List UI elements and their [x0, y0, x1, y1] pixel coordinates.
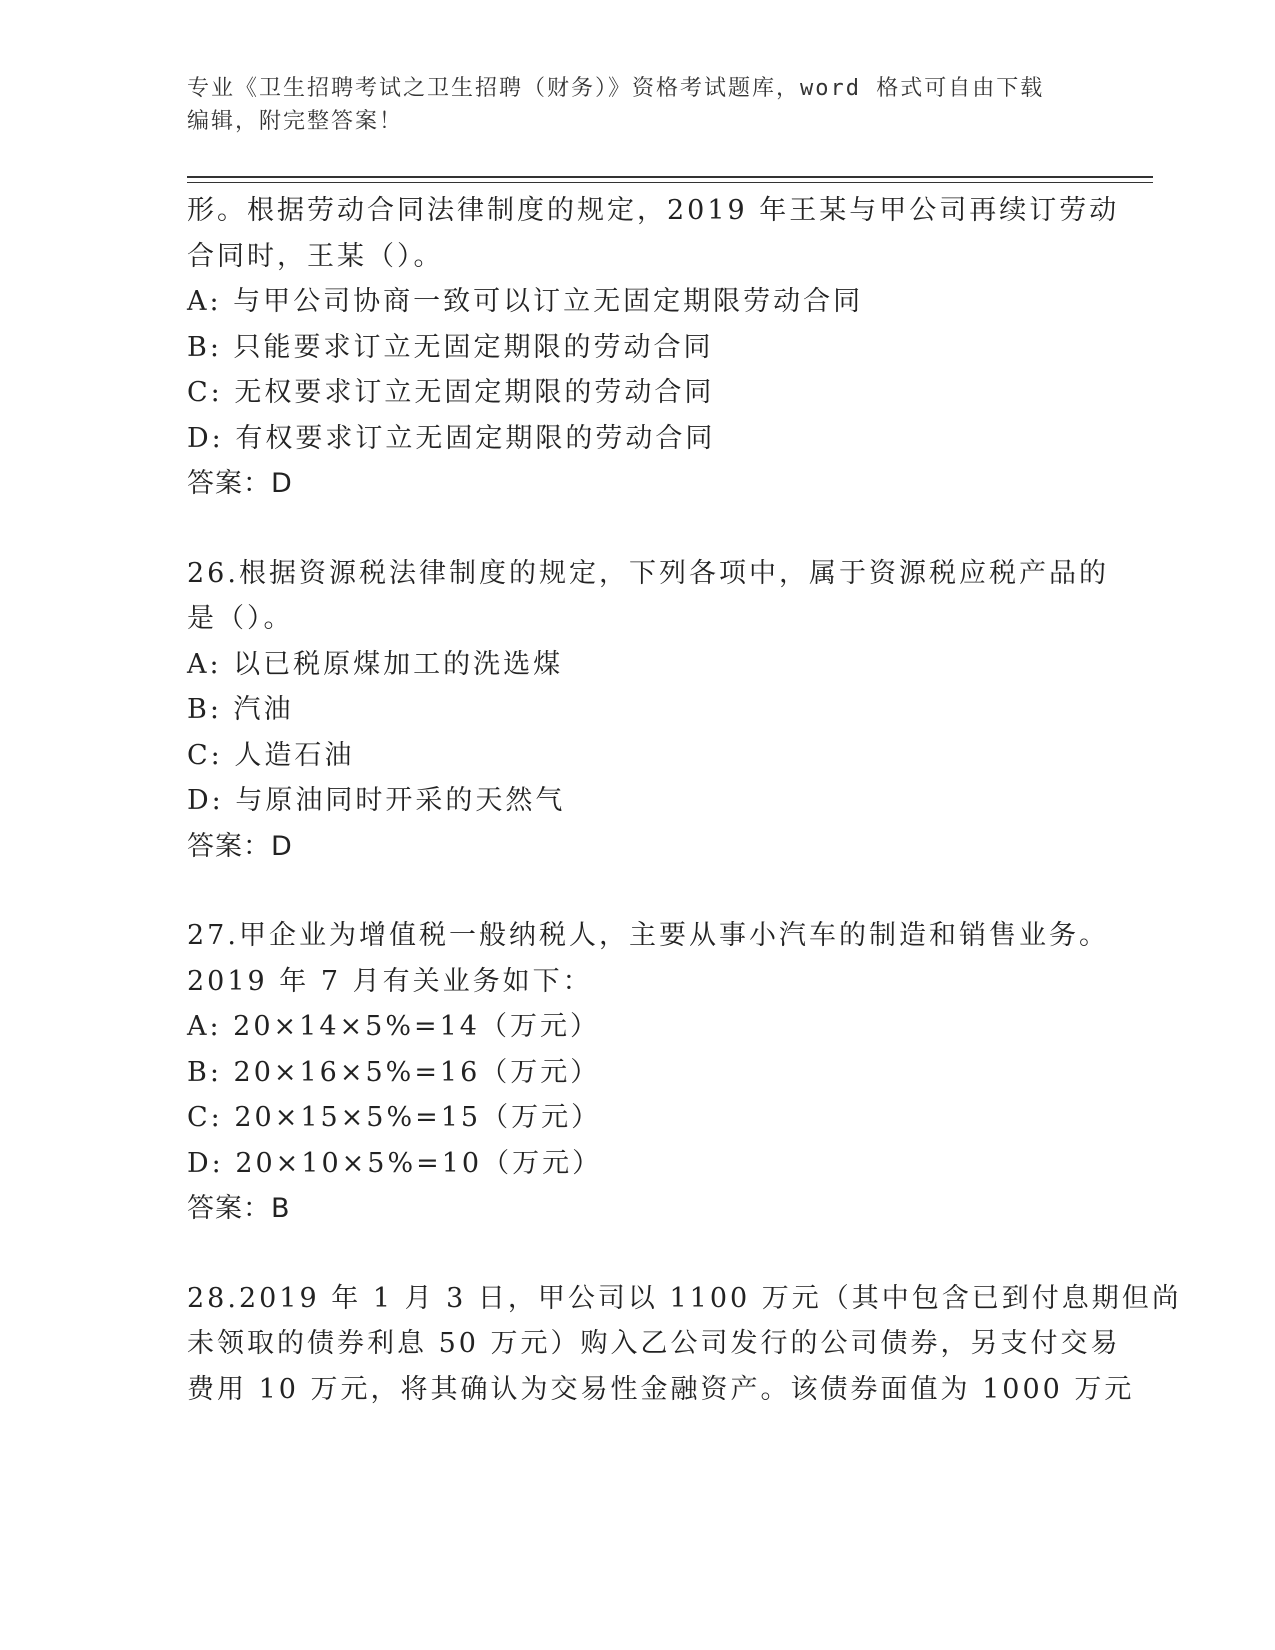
- question-text: 26.根据资源税法律制度的规定，下列各项中，属于资源税应税产品的: [187, 557, 1109, 589]
- answer-label: 答案：D: [187, 830, 293, 862]
- option-b: B: 汽油: [187, 694, 294, 725]
- header-divider-thin: [187, 182, 1153, 183]
- option-c: C: 无权要求订立无固定期限的劳动合同: [187, 377, 715, 408]
- question-content: [187, 188, 1182, 1412]
- option-d: D: 20×10×5%=10（万元）: [187, 1147, 603, 1179]
- question-27: [187, 913, 1109, 1232]
- option-d: D: 与原油同时开采的天然气: [187, 785, 566, 816]
- question-text: 合同时，王某（）。: [187, 240, 444, 272]
- question-text: 费用 10 万元，将其确认为交易性金融资产。该债券面值为 1000 万元: [187, 1373, 1135, 1405]
- option-a: A: 与甲公司协商一致可以订立无固定期限劳动合同: [187, 286, 864, 317]
- question-text: 28.2019 年 1 月 3 日，甲公司以 1100 万元（其中包含已到付息期但尚: [187, 1282, 1182, 1314]
- option-b: B: 只能要求订立无固定期限的劳动合同: [187, 331, 714, 363]
- option-b: B: 20×16×5%=16（万元）: [187, 1056, 601, 1088]
- question-text: 未领取的债券利息 50 万元）购入乙公司发行的公司债券，另支付交易: [187, 1328, 1121, 1359]
- document-header: [187, 72, 1067, 138]
- header-line-2: 编辑，附完整答案！: [187, 109, 404, 134]
- question-28: [187, 1276, 1182, 1413]
- answer-label: 答案：D: [187, 468, 293, 499]
- question-text: 是（）。: [187, 603, 294, 634]
- question-text: 2019 年 7 月有关业务如下：: [187, 965, 593, 997]
- option-a: A: 20×14×5%=14（万元）: [187, 1011, 600, 1042]
- header-divider-thick: [187, 176, 1153, 178]
- option-c: C: 人造石油: [187, 739, 355, 771]
- header-line-1: 专业《卫生招聘考试之卫生招聘（财务）》资格考试题库，word 格式可自由下载: [187, 76, 1045, 101]
- option-a: A: 以已税原煤加工的洗选煤: [187, 648, 564, 680]
- question-text: 27.甲企业为增值税一般纳税人，主要从事小汽车的制造和销售业务。: [187, 920, 1109, 951]
- option-c: C: 20×15×5%=15（万元）: [187, 1102, 602, 1133]
- option-d: D: 有权要求订立无固定期限的劳动合同: [187, 422, 716, 454]
- question-25: [187, 188, 1120, 507]
- question-text: 形。根据劳动合同法律制度的规定，2019 年王某与甲公司再续订劳动: [187, 195, 1120, 226]
- question-26: [187, 551, 1109, 870]
- answer-label: 答案：B: [187, 1193, 291, 1224]
